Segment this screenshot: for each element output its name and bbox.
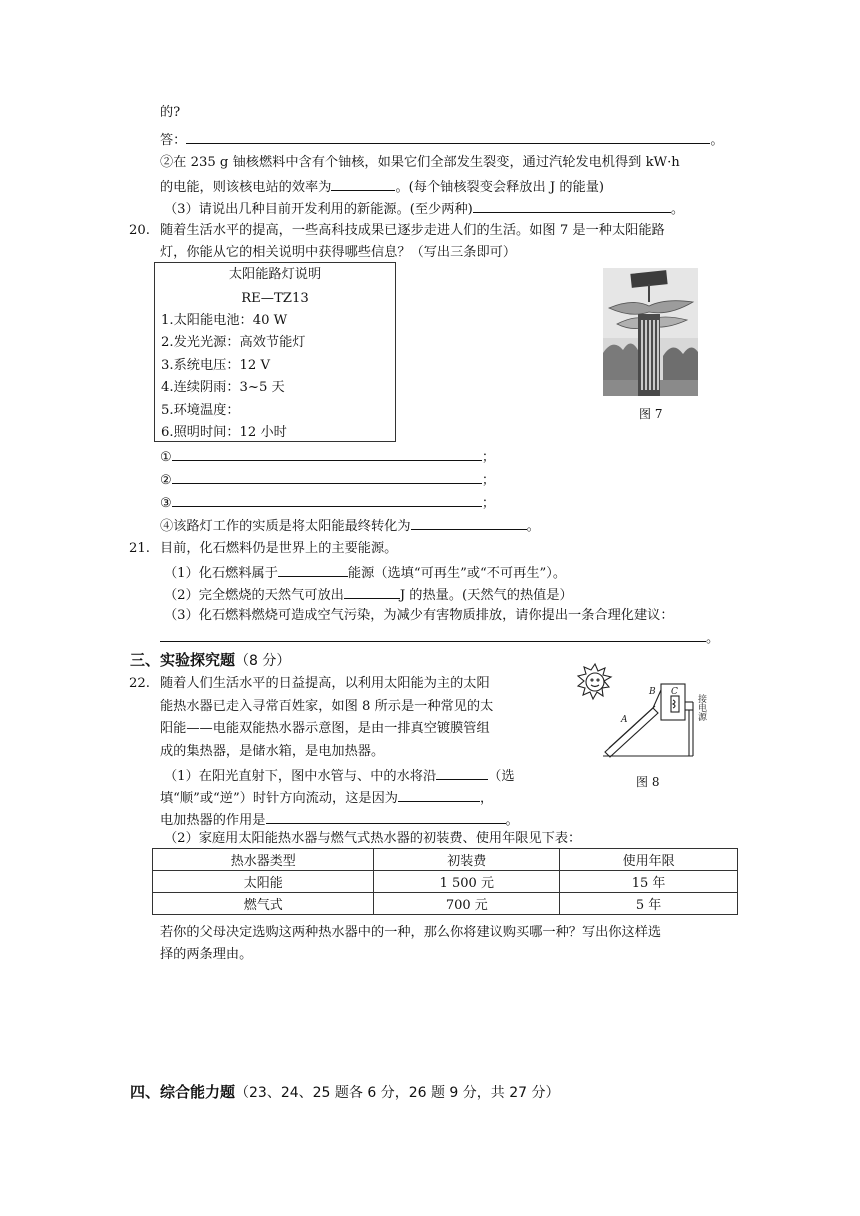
question-number-20: 20. bbox=[129, 223, 150, 238]
energy-conversion-prompt: ④该路灯工作的实质是将太阳能最终转化为 bbox=[160, 519, 411, 534]
question-number-22: 22. bbox=[129, 676, 150, 691]
spec-item: 4.连续阴雨：3~5 天 bbox=[161, 380, 285, 395]
efficiency-prefix: 的电能，则该核电站的效率为 bbox=[160, 180, 332, 195]
section-4-score: （23、24、25 题各 6 分，26 题 9 分，共 27 分） bbox=[235, 1085, 560, 1101]
figure-7-caption: 图 7 bbox=[639, 407, 663, 421]
flow-direction-prompt: （1）在阳光直射下，图中水管与、中的水将沿 bbox=[164, 769, 437, 784]
heat-blank[interactable] bbox=[344, 585, 400, 599]
q22-part-2: （2）家庭用太阳能热水器与燃气式热水器的初装费、使用年限见下表： bbox=[164, 831, 582, 846]
new-energy-end: 。 bbox=[670, 202, 684, 217]
q22-closing-line-2: 择的两条理由。 bbox=[160, 947, 253, 962]
spec-item: 5.环境温度： bbox=[161, 403, 240, 418]
fossil-fuel-blank[interactable] bbox=[278, 563, 348, 577]
question-number-21: 21. bbox=[129, 541, 150, 556]
label-b: B bbox=[649, 687, 656, 697]
q22-line-4: 成的集热器，是储水箱，是电加热器。 bbox=[160, 744, 385, 759]
answer-marker: ③ bbox=[160, 496, 172, 511]
answer-blank-1[interactable] bbox=[172, 447, 482, 461]
answer-end: 。 bbox=[710, 133, 724, 148]
section-3-score: （8 分） bbox=[235, 653, 291, 669]
answer-line-1 bbox=[160, 447, 495, 467]
fossil-fuel-prompt: （1）化石燃料属于 bbox=[164, 566, 278, 581]
solar-water-heater-diagram bbox=[573, 660, 723, 760]
q22-part-1-line-2 bbox=[160, 788, 493, 808]
q21-part-3: （3）化石燃料燃烧可造成空气污染，为减少有害物质排放，请你提出一条合理化建议： bbox=[164, 608, 674, 623]
answer-marker: ① bbox=[160, 450, 172, 465]
table-cell: 燃气式 bbox=[153, 893, 374, 915]
spec-item: 2.发光光源：高效节能灯 bbox=[161, 335, 306, 350]
q22-part-1-line-1 bbox=[164, 766, 515, 786]
answer-semicolon: ； bbox=[481, 473, 496, 488]
table-header: 初装费 bbox=[374, 849, 560, 871]
q21-line-1: 目前，化石燃料仍是世界上的主要能源。 bbox=[160, 541, 398, 556]
answer-blank-2[interactable] bbox=[172, 470, 482, 484]
table-cell: 700 元 bbox=[374, 893, 560, 915]
table-cell: 5 年 bbox=[560, 893, 738, 915]
answer-semicolon: ； bbox=[481, 496, 496, 511]
flow-direction-blank[interactable] bbox=[436, 766, 488, 780]
continuation-text: 的? bbox=[160, 105, 181, 120]
suggestion-end: 。 bbox=[706, 631, 720, 646]
heater-purpose-blank[interactable] bbox=[266, 810, 506, 824]
q22-line-1: 随着人们生活水平的日益提高，以利用太阳能为主的太阳 bbox=[160, 676, 490, 691]
spec-title: 太阳能路灯说明 bbox=[228, 267, 322, 282]
table-cell: 1 500 元 bbox=[374, 871, 560, 893]
q22-line-3: 阳能——电能双能热水器示意图，是由一排真空镀膜管组 bbox=[160, 721, 490, 736]
flow-reason-prompt: 填“顺”或“逆”）时针方向流动，这是因为 bbox=[160, 791, 398, 806]
spec-item: 6.照明时间：12 小时 bbox=[161, 425, 287, 440]
answer-blank[interactable] bbox=[186, 130, 710, 144]
flow-reason-blank[interactable] bbox=[398, 788, 480, 802]
heat-suffix: J 的热量。(天然气的热值是） bbox=[399, 588, 573, 603]
new-energy-prompt: （3）请说出几种目前开发利用的新能源。(至少两种) bbox=[164, 202, 473, 217]
figure-8-caption: 图 8 bbox=[636, 775, 660, 789]
answer-label: 答： bbox=[160, 133, 187, 148]
answer-line-2 bbox=[160, 470, 495, 490]
suggestion-line bbox=[160, 628, 719, 648]
energy-conversion-blank[interactable] bbox=[411, 516, 527, 530]
answer-semicolon: ； bbox=[481, 450, 496, 465]
table-cell: 15 年 bbox=[560, 871, 738, 893]
solar-street-lamp-photo bbox=[603, 268, 698, 396]
heater-purpose-prompt: 电加热器的作用是 bbox=[160, 813, 266, 828]
section-3-title: 三、实验探究题 bbox=[130, 651, 236, 669]
heater-comparison-table bbox=[152, 848, 738, 915]
question-part-2-line-1: ②在 235 g 铀核燃料中含有个铀核，如果它们全部发生裂变，通过汽轮发电机得到 kW·h bbox=[160, 155, 680, 170]
table-header-row bbox=[153, 849, 738, 871]
flow-reason-suffix: ， bbox=[479, 791, 494, 806]
q22-line-2: 能热水器已走入寻常百姓家，如图 8 所示是一种常见的太 bbox=[160, 699, 494, 714]
table-cell: 太阳能 bbox=[153, 871, 374, 893]
table-header: 热水器类型 bbox=[153, 849, 374, 871]
answer-line-4 bbox=[160, 516, 540, 536]
q22-part-1-line-3 bbox=[160, 810, 519, 830]
flow-direction-suffix: （选 bbox=[488, 769, 515, 784]
efficiency-blank[interactable] bbox=[331, 177, 395, 191]
fossil-fuel-suffix: 能源（选填“可再生”或“不可再生”）。 bbox=[347, 566, 567, 581]
label-c: C bbox=[671, 687, 678, 697]
efficiency-suffix: 。(每个铀核裂变会释放出 J 的能量) bbox=[395, 180, 605, 195]
question-part-3 bbox=[164, 199, 684, 219]
table-row bbox=[153, 871, 738, 893]
section-4-title: 四、综合能力题 bbox=[130, 1083, 236, 1101]
label-power-supply: 接电源 bbox=[696, 694, 706, 721]
spec-item: 1.太阳能电池：40 W bbox=[161, 313, 288, 328]
q21-part-2 bbox=[164, 585, 573, 605]
answer-marker: ② bbox=[160, 473, 172, 488]
answer-line bbox=[160, 130, 724, 150]
section-3-heading bbox=[130, 651, 290, 670]
table-header: 使用年限 bbox=[560, 849, 738, 871]
q20-line-2: 灯，你能从它的相关说明中获得哪些信息？（写出三条即可） bbox=[160, 245, 517, 260]
heater-purpose-end: 。 bbox=[505, 813, 519, 828]
answer-line-3 bbox=[160, 493, 495, 513]
q21-part-1 bbox=[164, 563, 566, 583]
answer-blank-3[interactable] bbox=[172, 493, 482, 507]
table-row bbox=[153, 893, 738, 915]
label-a: A bbox=[621, 715, 628, 725]
suggestion-blank[interactable] bbox=[160, 628, 706, 642]
q20-line-1: 随着生活水平的提高，一些高科技成果已逐步走进人们的生活。如图 7 是一种太阳能路 bbox=[160, 223, 665, 238]
spec-model: RE—TZ13 bbox=[241, 291, 309, 306]
new-energy-blank[interactable] bbox=[473, 199, 671, 213]
heat-prompt: （2）完全燃烧的天然气可放出 bbox=[164, 588, 344, 603]
energy-conversion-end: 。 bbox=[526, 519, 540, 534]
solar-lamp-spec-box bbox=[154, 262, 396, 442]
section-4-heading bbox=[130, 1083, 560, 1102]
spec-item: 3.系统电压：12 V bbox=[161, 358, 271, 373]
question-part-2-line-2 bbox=[160, 177, 604, 197]
q22-closing-line-1: 若你的父母决定选购这两种热水器中的一种，那么你将建议购买哪一种？写出你这样选 bbox=[160, 925, 662, 940]
